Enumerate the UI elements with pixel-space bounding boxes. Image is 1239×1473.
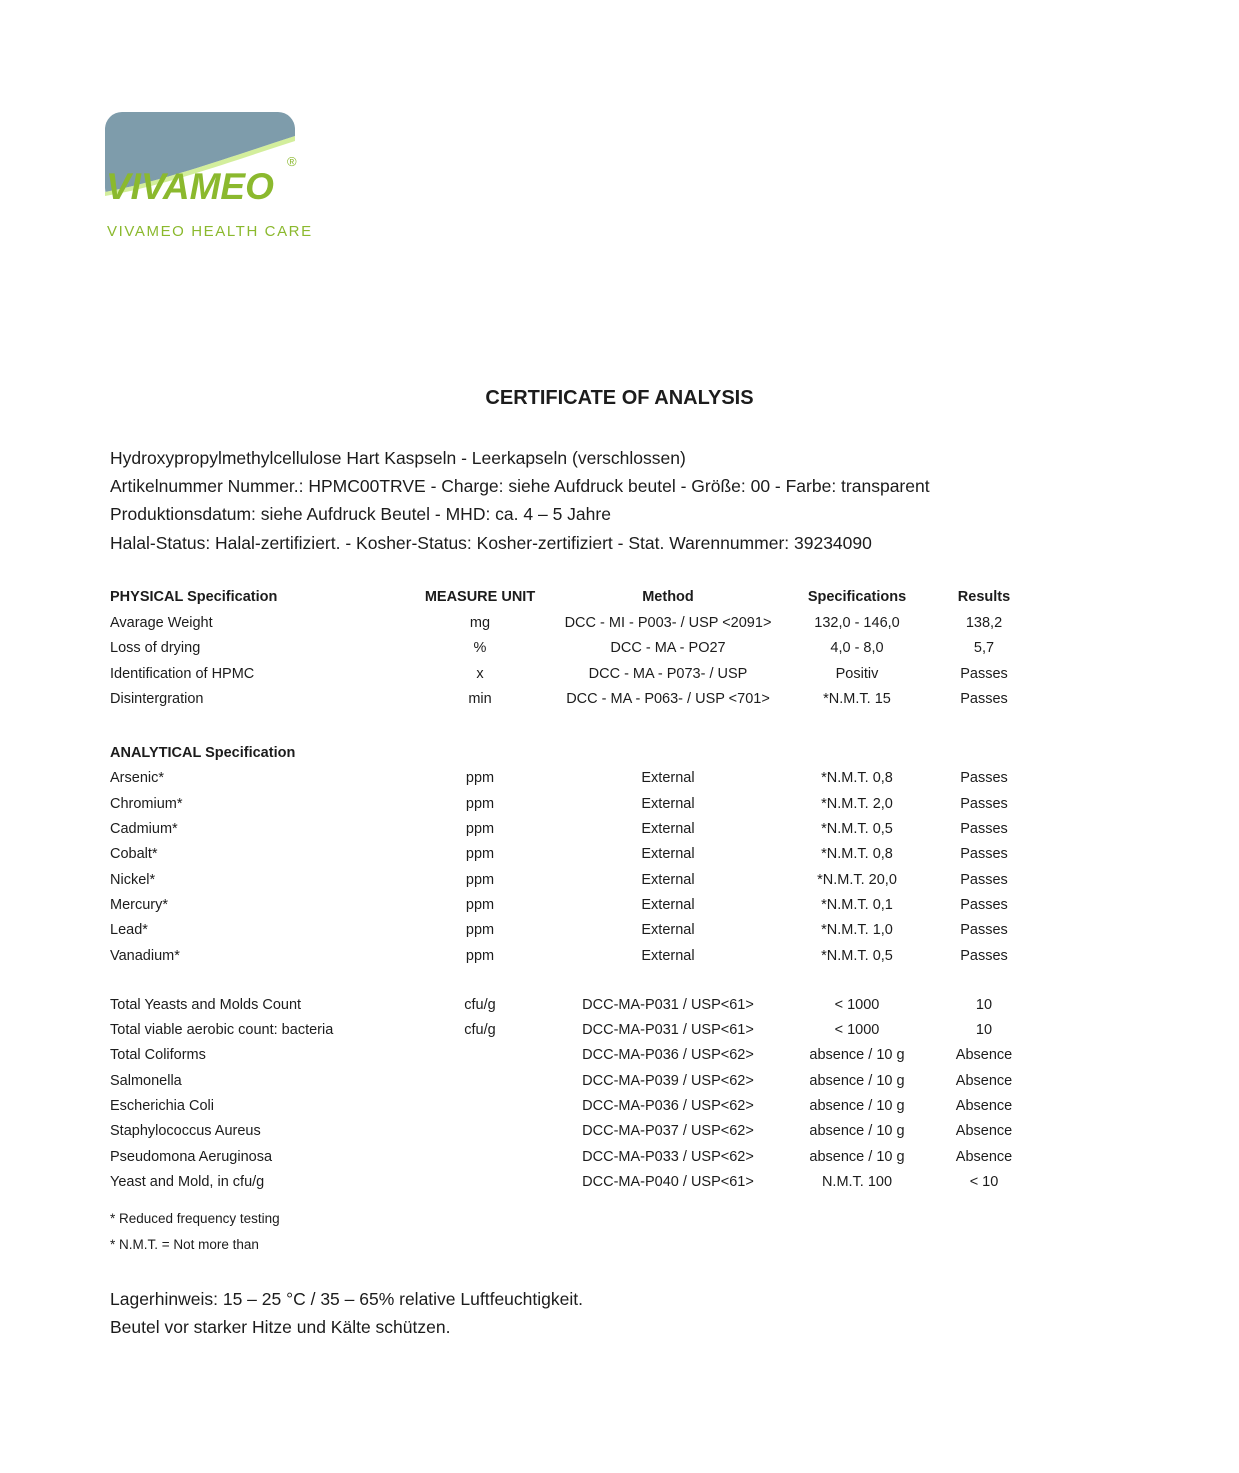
cell-result: Passes	[960, 795, 1008, 812]
cell-result: Absence	[955, 1047, 1013, 1064]
table-row	[110, 1018, 1050, 1043]
table-row	[110, 611, 1050, 636]
cell-method: DCC-MA-P031 / USP<61>	[582, 1022, 754, 1039]
cell-spec: *N.M.T. 0,8	[821, 770, 893, 787]
col-header-method: Method	[642, 589, 694, 605]
cell-spec: *N.M.T. 0,8	[821, 846, 893, 863]
cell-spec: *N.M.T. 0,5	[821, 821, 893, 838]
microbiological-rows	[110, 993, 1050, 1195]
cell-spec: absence / 10 g	[809, 1148, 905, 1165]
table-row	[110, 766, 1050, 791]
cell-spec: 132,0 - 146,0	[814, 615, 900, 631]
cell-name: Escherichia Coli	[110, 1098, 214, 1115]
analytical-section-label: ANALYTICAL Specification	[110, 745, 296, 762]
cell-method: External	[641, 947, 695, 964]
cell-name: Vanadium*	[110, 947, 180, 964]
registered-trademark-icon: ®	[287, 154, 297, 169]
cell-method: DCC-MA-P036 / USP<62>	[582, 1047, 754, 1064]
table-row	[110, 918, 1050, 943]
cell-method: DCC-MA-P036 / USP<62>	[582, 1098, 754, 1115]
table-row	[110, 1043, 1050, 1068]
cell-spec: *N.M.T. 0,1	[821, 896, 893, 913]
storage-note-line: Lagerhinweis: 15 – 25 °C / 35 – 65% relative Luftfeuchtigkeit.	[110, 1289, 583, 1309]
cell-unit: ppm	[465, 896, 495, 913]
cell-name: Pseudomona Aeruginosa	[110, 1148, 273, 1165]
col-header-results: Results	[957, 589, 1011, 605]
cell-name: Cobalt*	[110, 846, 158, 863]
product-description-line: Hydroxypropylmethylcellulose Hart Kaspseln - Leerkapseln (verschlossen)	[110, 448, 686, 468]
cell-name: Loss of drying	[110, 640, 201, 657]
physical-rows	[110, 611, 1050, 712]
cell-unit	[420, 1069, 540, 1094]
cell-method: External	[641, 821, 695, 838]
cell-name: Identification of HPMC	[110, 665, 255, 682]
logo-brand-text: VIVAMEO	[106, 166, 274, 207]
cell-name: Yeast and Mold, in cfu/g	[110, 1173, 265, 1190]
table-row	[110, 1119, 1050, 1144]
vivameo-logo-mark	[105, 112, 301, 207]
table-row	[110, 817, 1050, 842]
cell-result: Absence	[955, 1072, 1013, 1089]
cell-method: External	[641, 922, 695, 939]
cell-result: Passes	[960, 922, 1008, 939]
table-row	[110, 1145, 1050, 1170]
footnote-reduced-frequency: * Reduced frequency testing	[110, 1211, 280, 1226]
cell-name: Cadmium*	[110, 821, 178, 838]
cell-unit	[420, 1170, 540, 1195]
table-row	[110, 662, 1050, 687]
cell-spec: *N.M.T. 20,0	[817, 871, 897, 888]
cell-result: Passes	[960, 690, 1008, 707]
cell-result: Passes	[960, 871, 1008, 888]
analytical-section-row	[110, 741, 1050, 766]
cell-result: < 10	[969, 1173, 999, 1190]
cell-unit: cfu/g	[464, 1022, 496, 1039]
cell-name: Nickel*	[110, 871, 156, 888]
cell-spec: absence / 10 g	[809, 1072, 905, 1089]
table-row	[110, 1170, 1050, 1195]
logo-subtitle: VIVAMEO HEALTH CARE	[107, 223, 313, 240]
cell-result: 138,2	[965, 615, 1003, 631]
cell-spec: absence / 10 g	[809, 1123, 905, 1140]
cell-name: Avarage Weight	[110, 615, 213, 631]
heat-protection-line: Beutel vor starker Hitze und Kälte schützen.	[110, 1316, 451, 1337]
table-row	[110, 1094, 1050, 1119]
cell-result: Passes	[960, 846, 1008, 863]
specification-table	[110, 584, 1050, 1195]
cell-spec: absence / 10 g	[809, 1098, 905, 1115]
footnote-nmt: * N.M.T. = Not more than	[110, 1236, 259, 1252]
cell-unit: %	[473, 640, 487, 657]
footnotes-block	[110, 1206, 280, 1257]
halal-kosher-line: Halal-Status: Halal-zertifiziert. - Kosher-Status: Kosher-zertifiziert - Stat. Warennummer: 39234090	[110, 532, 872, 553]
table-row	[110, 868, 1050, 893]
cell-method: External	[641, 846, 695, 863]
article-info-line: Artikelnummer Nummer.: HPMC00TRVE - Charge: siehe Aufdruck beutel - Größe: 00 - Farbe: transparent	[110, 476, 930, 497]
table-row	[110, 893, 1050, 918]
cell-method: DCC-MA-P039 / USP<62>	[582, 1072, 754, 1089]
cell-spec: *N.M.T. 0,5	[821, 947, 893, 964]
cell-spec: *N.M.T. 1,0	[821, 922, 893, 939]
cell-result: Passes	[960, 947, 1008, 964]
cell-result: 5,7	[973, 640, 995, 657]
cell-result: 10	[975, 1022, 993, 1039]
cell-name: Lead*	[110, 922, 148, 939]
cell-unit	[420, 1094, 540, 1119]
col-header-specifications: Specifications	[807, 589, 907, 605]
storage-notes-block	[110, 1286, 583, 1341]
table-row	[110, 636, 1050, 661]
cell-unit	[420, 1145, 540, 1170]
cell-spec: N.M.T. 100	[821, 1173, 893, 1190]
table-row	[110, 792, 1050, 817]
col-header-measure-unit: MEASURE UNIT	[424, 589, 536, 605]
cell-name: Total Coliforms	[110, 1047, 206, 1064]
cell-name: Total viable aerobic count: bacteria	[110, 1022, 334, 1039]
cell-spec: *N.M.T. 15	[823, 690, 891, 707]
cell-method: External	[641, 871, 695, 888]
cell-unit	[420, 1119, 540, 1144]
cell-result: Absence	[955, 1123, 1013, 1140]
cell-unit: mg	[469, 615, 491, 631]
cell-method: External	[641, 770, 695, 787]
cell-spec: absence / 10 g	[809, 1047, 905, 1064]
section-spacer	[110, 969, 1050, 993]
cell-result: Passes	[960, 896, 1008, 913]
cell-unit: min	[468, 690, 492, 707]
cell-spec: < 1000	[834, 1022, 880, 1039]
cell-name: Mercury*	[110, 896, 169, 913]
table-row	[110, 944, 1050, 969]
cell-result: Absence	[955, 1148, 1013, 1165]
cell-unit: ppm	[465, 922, 495, 939]
table-row	[110, 993, 1050, 1018]
vivameo-logo	[105, 112, 313, 240]
cell-method: DCC - MA - P063- / USP <701>	[566, 690, 770, 707]
cell-spec: 4,0 - 8,0	[830, 640, 884, 657]
cell-result: 10	[975, 996, 993, 1013]
cell-unit: ppm	[465, 770, 495, 787]
cell-unit: cfu/g	[464, 996, 496, 1013]
cell-method: DCC - MA - PO27	[610, 640, 726, 657]
cell-name: Chromium*	[110, 795, 183, 812]
cell-spec: < 1000	[834, 996, 880, 1013]
cell-unit: ppm	[465, 846, 495, 863]
section-spacer	[110, 712, 1050, 741]
cell-method: DCC-MA-P031 / USP<61>	[582, 996, 754, 1013]
cell-name: Disintergration	[110, 690, 204, 707]
cell-unit: x	[476, 665, 484, 682]
cell-unit: ppm	[465, 821, 495, 838]
cell-result: Passes	[960, 665, 1008, 682]
cell-method: DCC-MA-P037 / USP<62>	[582, 1123, 754, 1140]
cell-result: Passes	[960, 770, 1008, 787]
cell-name: Staphylococcus Aureus	[110, 1123, 261, 1140]
cell-unit: ppm	[465, 947, 495, 964]
cell-name: Total Yeasts and Molds Count	[110, 996, 302, 1013]
cell-name: Arsenic*	[110, 770, 164, 787]
cell-unit: ppm	[465, 795, 495, 812]
cell-result: Absence	[955, 1098, 1013, 1115]
page-title: CERTIFICATE OF ANALYSIS	[485, 387, 754, 409]
cell-unit: ppm	[465, 871, 495, 888]
cell-method: External	[641, 795, 695, 812]
cell-name: Salmonella	[110, 1072, 182, 1089]
col-header-physical-specification: PHYSICAL Specification	[110, 589, 278, 605]
cell-method: DCC - MI - P003- / USP <2091>	[564, 615, 772, 631]
cell-spec: Positiv	[835, 665, 879, 682]
product-header-block	[110, 444, 930, 557]
cell-spec: *N.M.T. 2,0	[821, 795, 893, 812]
table-row	[110, 687, 1050, 712]
table-row	[110, 842, 1050, 867]
table-header-row	[110, 584, 1050, 611]
analytical-rows	[110, 766, 1050, 968]
cell-unit	[420, 1043, 540, 1068]
cell-method: DCC-MA-P033 / USP<62>	[582, 1148, 754, 1165]
table-row	[110, 1069, 1050, 1094]
production-date-line: Produktionsdatum: siehe Aufdruck Beutel - MHD: ca. 4 – 5 Jahre	[110, 504, 611, 525]
cell-method: DCC - MA - P073- / USP	[588, 665, 748, 682]
cell-method: DCC-MA-P040 / USP<61>	[582, 1173, 754, 1190]
cell-result: Passes	[960, 821, 1008, 838]
cell-method: External	[641, 896, 695, 913]
